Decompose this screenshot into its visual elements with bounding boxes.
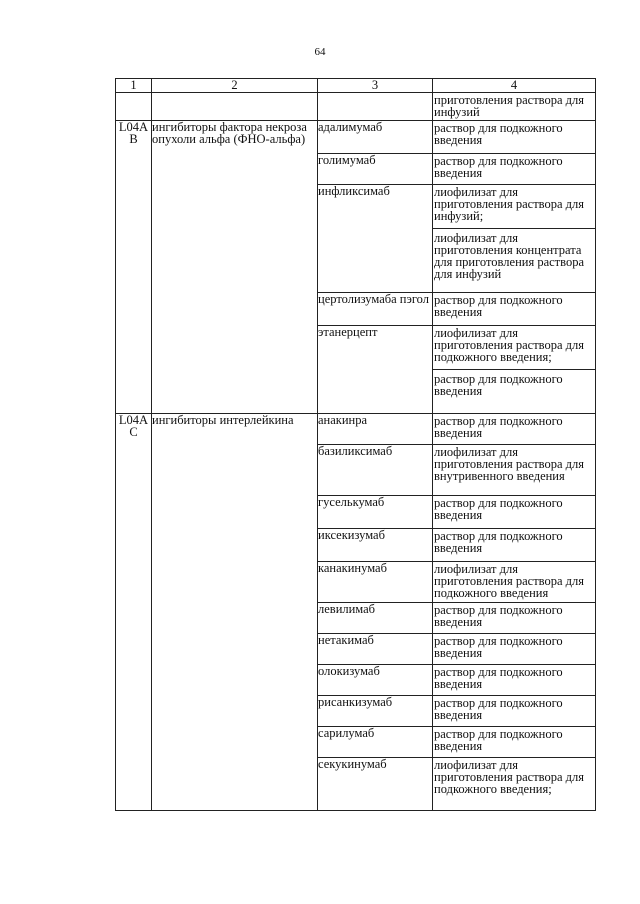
- dosage-forms-cell: [433, 154, 596, 185]
- dosage-forms-cell: [433, 665, 596, 696]
- drug-name: нетакимаб: [318, 634, 433, 665]
- dosage-form: раствор для подкожного введения: [434, 696, 563, 722]
- header-col-2: 2: [152, 79, 318, 93]
- drug-name: инфликсимаб: [318, 185, 433, 293]
- dosage-forms-cell: [433, 696, 596, 727]
- dosage-forms-cell: [433, 185, 596, 293]
- dosage-forms-cell: [433, 121, 596, 154]
- group-name: ингибиторы фактора некроза опухоли альфа (ФНО-альфа): [152, 121, 318, 414]
- drug-name: этанерцепт: [318, 326, 433, 414]
- drug-name: рисанкизумаб: [318, 696, 433, 727]
- dosage-form: раствор для подкожного введения: [434, 665, 563, 691]
- dosage-form: лиофилизат для приготовления раствора для подкожного введения: [434, 562, 584, 600]
- drug-name: левилимаб: [318, 603, 433, 634]
- dosage-forms-cell: [433, 603, 596, 634]
- dosage-form: раствор для подкожного введения: [434, 121, 563, 147]
- dosage-form: лиофилизат для приготовления раствора для подкожного введения;: [434, 758, 584, 796]
- page-number: 64: [314, 46, 326, 58]
- dosage-forms-cell: [433, 326, 596, 414]
- dosage-form: лиофилизат для приготовления раствора для подкожного введения;: [434, 326, 584, 364]
- drug-name: базиликсимаб: [318, 445, 433, 496]
- drug-name: анакинра: [318, 414, 433, 445]
- dosage-form: раствор для подкожного введения: [434, 414, 563, 440]
- header-col-3: 3: [318, 79, 433, 93]
- drug-name: олокизумаб: [318, 665, 433, 696]
- header-col-4: 4: [433, 79, 596, 93]
- drug-name: гуселькумаб: [318, 496, 433, 529]
- continuation-row: [116, 93, 596, 121]
- dosage-forms-cell: [433, 529, 596, 562]
- dosage-forms-cell: [433, 414, 596, 445]
- dosage-form: лиофилизат для приготовления раствора для инфузий;: [434, 185, 584, 223]
- dosage-form: раствор для подкожного введения: [434, 293, 563, 319]
- dosage-forms-cell: [433, 496, 596, 529]
- dosage-form: раствор для подкожного введения: [433, 369, 595, 397]
- drug-name: канакинумаб: [318, 562, 433, 603]
- dosage-form: раствор для подкожного введения: [434, 603, 563, 629]
- dosage-form: приготовления раствора для инфузий: [434, 93, 584, 119]
- dosage-form: лиофилизат для приготовления раствора для внутривенного введения: [434, 445, 584, 483]
- dosage-forms-cell: [433, 727, 596, 758]
- dosage-forms-cell: [433, 293, 596, 326]
- dosage-form: раствор для подкожного введения: [434, 496, 563, 522]
- header-col-1: 1: [116, 79, 152, 93]
- dosage-form: раствор для подкожного введения: [434, 634, 563, 660]
- drug-table: [115, 78, 596, 811]
- dosage-forms-cell: [433, 445, 596, 496]
- drug-name: голимумаб: [318, 154, 433, 185]
- drug-name: сарилумаб: [318, 727, 433, 758]
- atc-code: L04A C: [116, 414, 152, 811]
- drug-name: адалимумаб: [318, 121, 433, 154]
- dosage-forms-cell: [433, 758, 596, 811]
- drug-name: секукинумаб: [318, 758, 433, 811]
- dosage-forms-cell: [433, 634, 596, 665]
- drug-name: цертолизумаба пэгол: [318, 293, 433, 326]
- atc-code: L04A B: [116, 121, 152, 414]
- dosage-form: раствор для подкожного введения: [434, 154, 563, 180]
- dosage-form: раствор для подкожного введения: [434, 727, 563, 753]
- dosage-forms-cell: [433, 562, 596, 603]
- table-row: [116, 414, 596, 445]
- table-row: [116, 121, 596, 154]
- group-name: ингибиторы интерлейкина: [152, 414, 318, 811]
- header-row: [116, 79, 596, 93]
- dosage-form: лиофилизат для приготовления концентрата для приготовления раствора для инфузий: [433, 228, 595, 280]
- dosage-form: раствор для подкожного введения: [434, 529, 563, 555]
- drug-name: иксекизумаб: [318, 529, 433, 562]
